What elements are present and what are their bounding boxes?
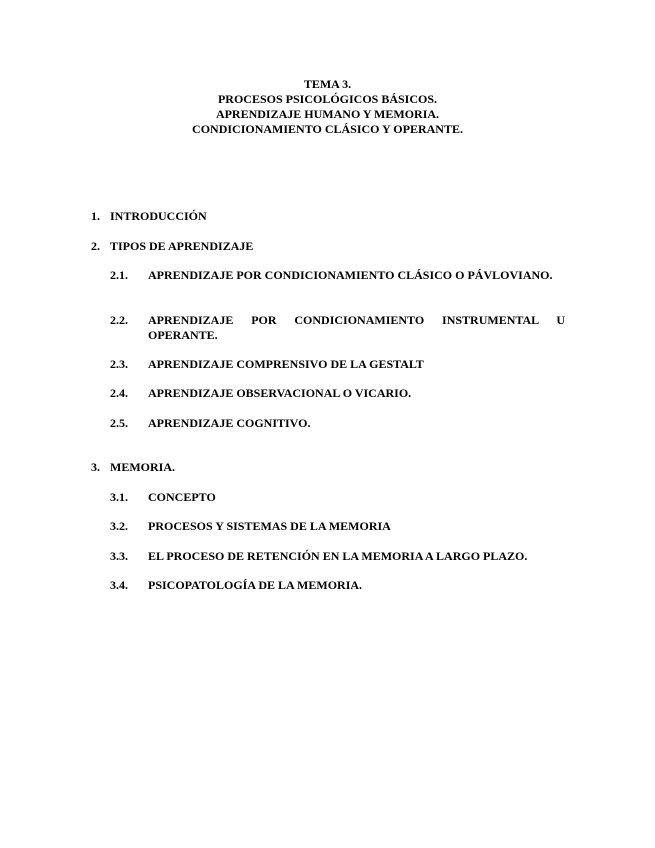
section-number: 3.	[91, 460, 100, 474]
item-number: 3.3.	[110, 549, 128, 563]
item-number: 2.5.	[110, 416, 128, 430]
title-line: PROCESOS PSICOLÓGICOS BÁSICOS.	[217, 92, 438, 106]
item-number: 3.2.	[110, 519, 128, 533]
section-number: 2.	[91, 239, 100, 253]
item-number: 2.1.	[110, 268, 128, 282]
item-label: PROCESOS Y SISTEMAS DE LA MEMORIA	[148, 519, 391, 533]
item-label: PSICOPATOLOGÍA DE LA MEMORIA.	[148, 578, 363, 592]
item-label: APRENDIZAJE OBSERVACIONAL O VICARIO.	[148, 386, 412, 400]
item-label: EL PROCESO DE RETENCIÓN EN LA MEMORIA A LARGO PLAZO.	[148, 549, 528, 563]
title-line: APRENDIZAJE HUMANO Y MEMORIA.	[215, 107, 440, 121]
title-block	[0, 77, 655, 137]
item-number: 2.4.	[110, 386, 128, 400]
title-line: TEMA 3.	[303, 77, 352, 91]
section-label: TIPOS DE APRENDIZAJE	[110, 239, 254, 253]
item-label: CONCEPTO	[148, 490, 216, 504]
item-label: APRENDIZAJE COGNITIVO.	[148, 416, 311, 430]
title-line: CONDICIONAMIENTO CLÁSICO Y OPERANTE.	[192, 122, 463, 136]
item-number: 3.4.	[110, 578, 128, 592]
item-number: 2.3.	[110, 357, 128, 371]
item-number: 3.1.	[110, 490, 128, 504]
section-number: 1.	[91, 209, 100, 223]
item-label: APRENDIZAJE POR CONDICIONAMIENTO CLÁSICO O PÁVLOVIANO.	[148, 268, 553, 282]
section-label: INTRODUCCIÓN	[110, 209, 207, 223]
item-number: 2.2.	[110, 313, 128, 327]
section-label: MEMORIA.	[110, 460, 175, 474]
item-label: APRENDIZAJE COMPRENSIVO DE LA GESTALT	[148, 357, 424, 371]
item-label: APRENDIZAJE POR CONDICIONAMIENTO INSTRUMENTAL U OPERANTE.	[148, 313, 565, 342]
